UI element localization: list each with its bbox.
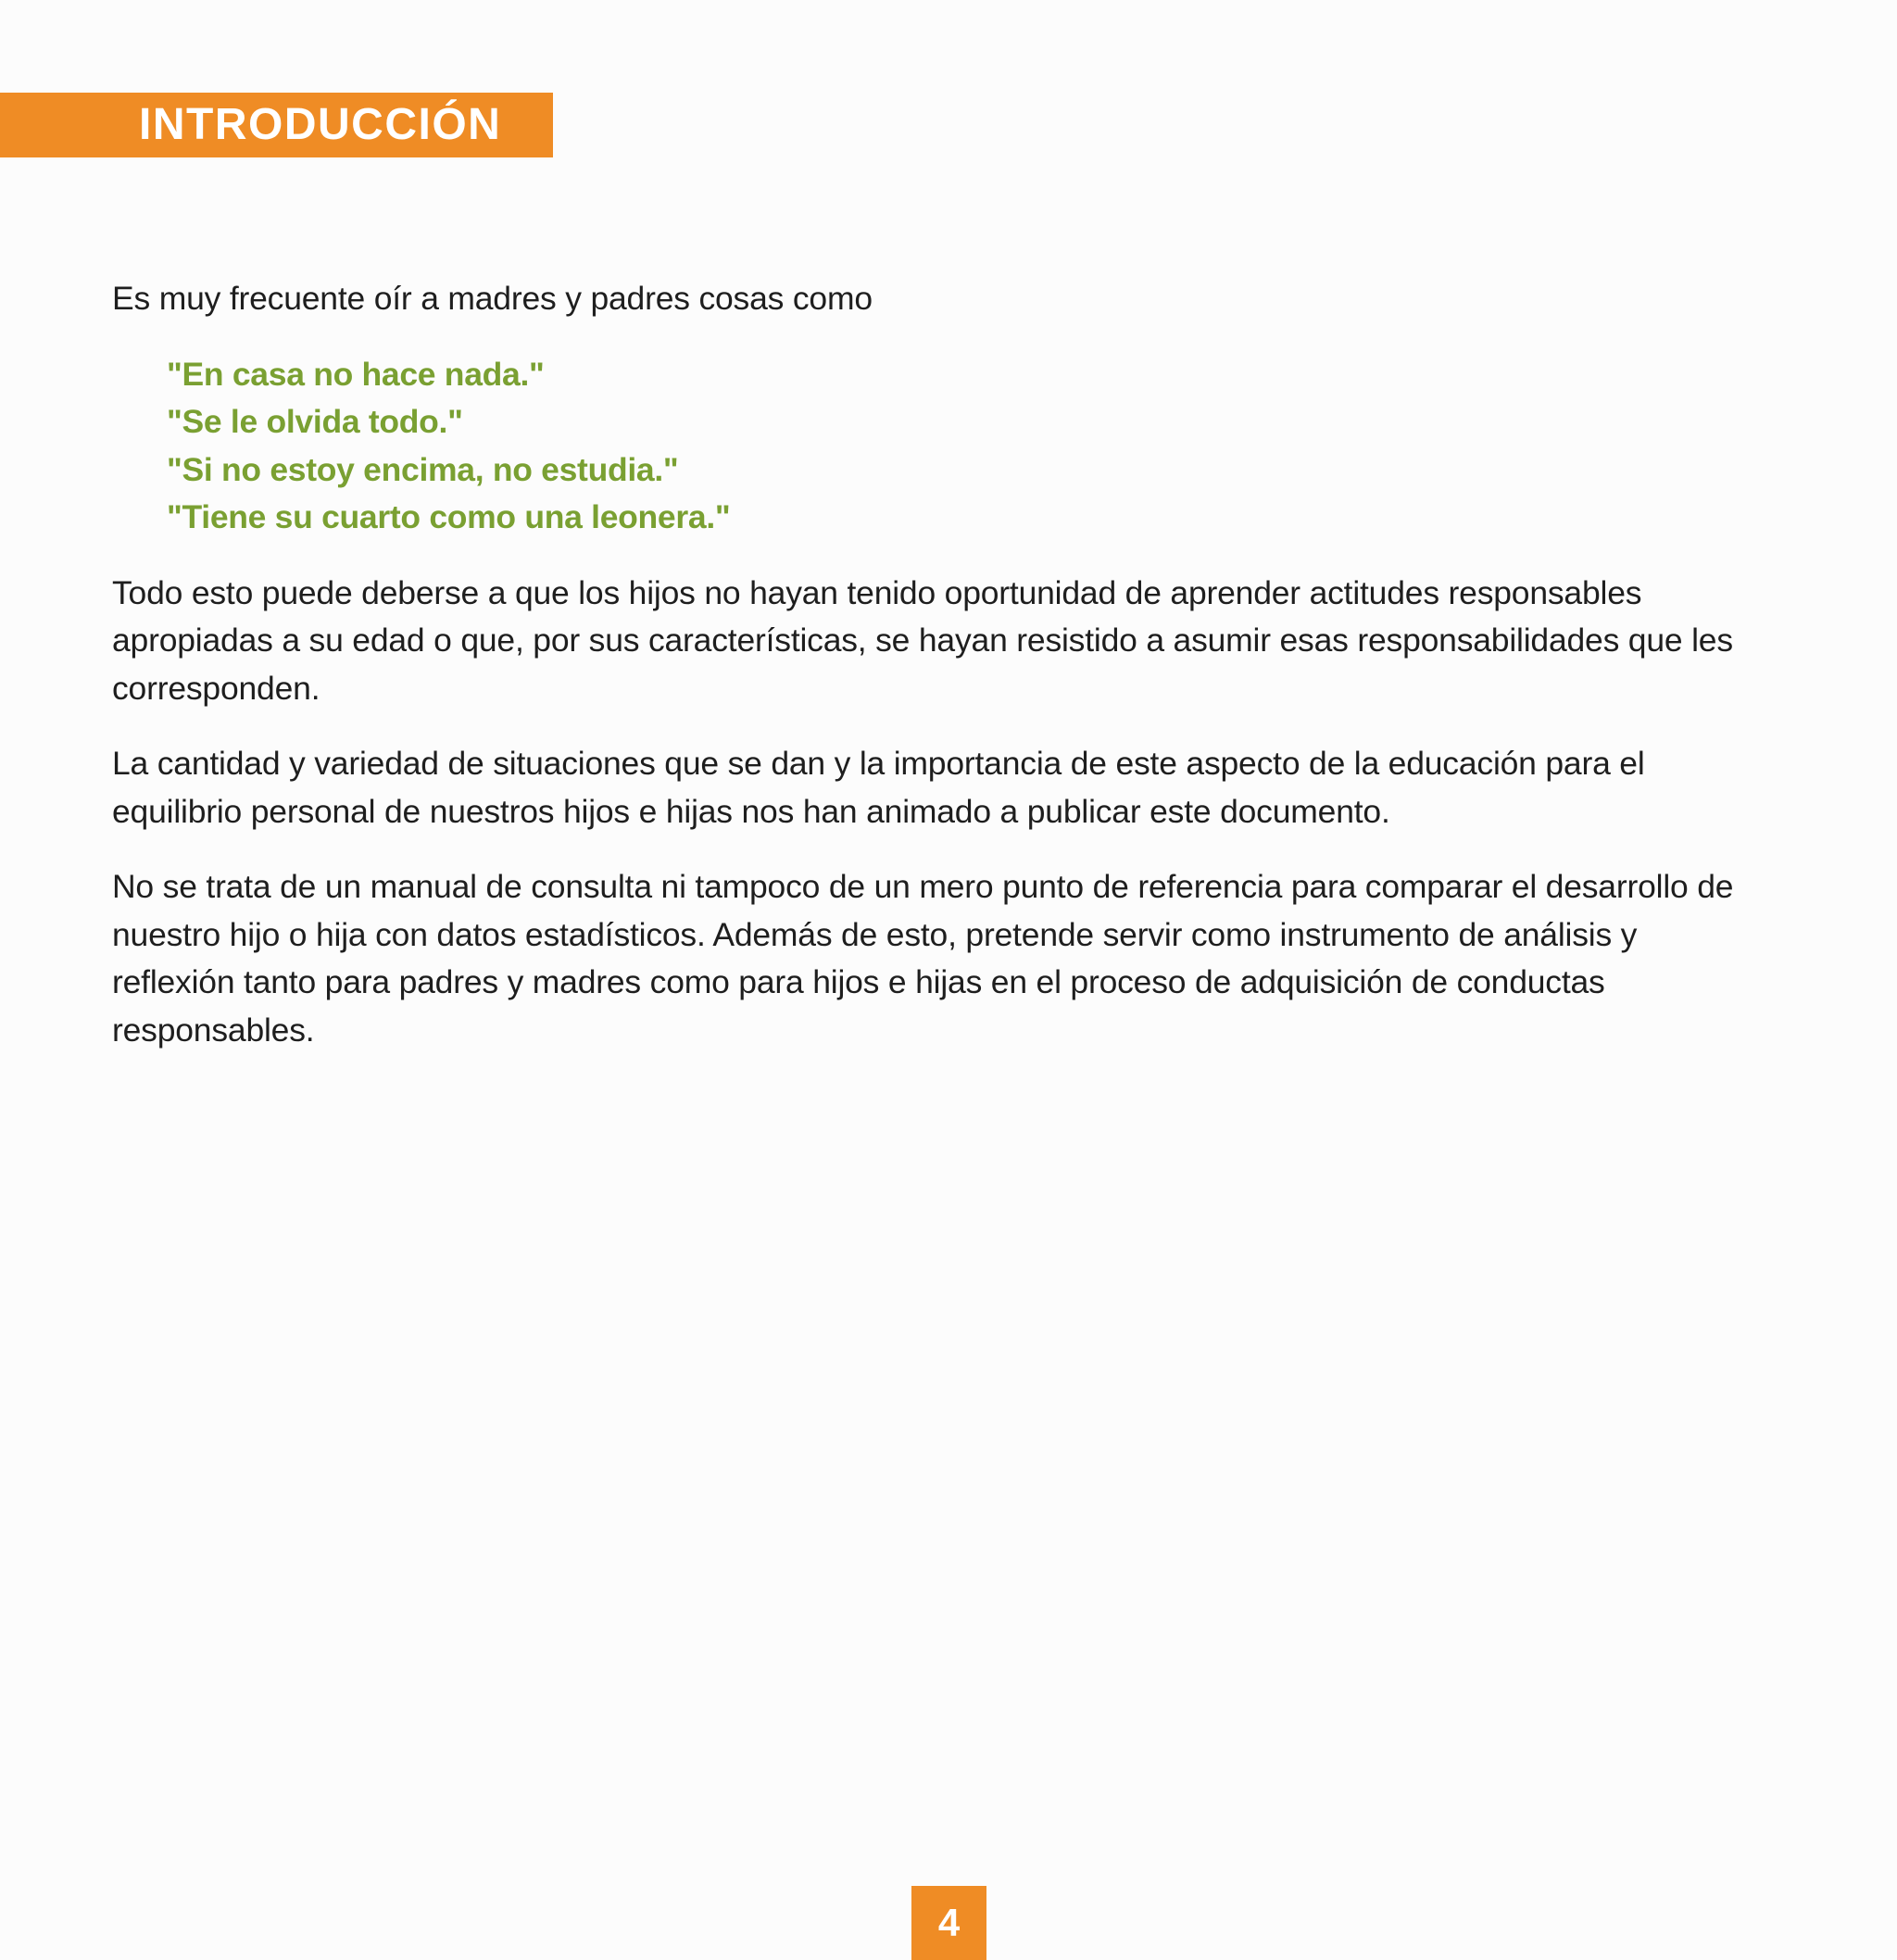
page-number-badge: [911, 1886, 986, 1960]
quote-item: "En casa no hace nada.": [167, 355, 545, 393]
quote-list: [167, 351, 1742, 542]
page-number: 4: [937, 1901, 961, 1944]
paragraph: La cantidad y variedad de situaciones que se dan y la importancia de este aspecto de la educación para el equilibrio personal de nuestros hijos e hijas nos han animado a publicar este documento.: [112, 745, 1645, 830]
paragraph: Todo esto puede deberse a que los hijos no hayan tenido oportunidad de aprender actitudes responsables apropiadas a su edad o que, por sus características, se hayan resistido a asumir esas responsabilidades que les corresponden.: [112, 573, 1733, 707]
paragraph: No se trata de un manual de consulta ni tampoco de un mero punto de referencia para comparar el desarrollo de nuestro hijo o hija con datos estadísticos. Además de esto, pretende servir como instrumento de análisis y reflexión tanto para padres y madres como para hijos e hijas en el proceso de adquisición de conductas responsables.: [112, 868, 1734, 1049]
quote-item: "Se le olvida todo.": [167, 403, 463, 440]
section-title: INTRODUCCIÓN: [139, 100, 502, 149]
section-header: [0, 93, 553, 157]
quote-item: "Tiene su cuarto como una leonera.": [167, 498, 731, 535]
main-content: [112, 275, 1742, 1082]
quote-item: "Si no estoy encima, no estudia.": [167, 450, 679, 488]
intro-line: Es muy frecuente oír a madres y padres cosas como: [112, 280, 873, 317]
